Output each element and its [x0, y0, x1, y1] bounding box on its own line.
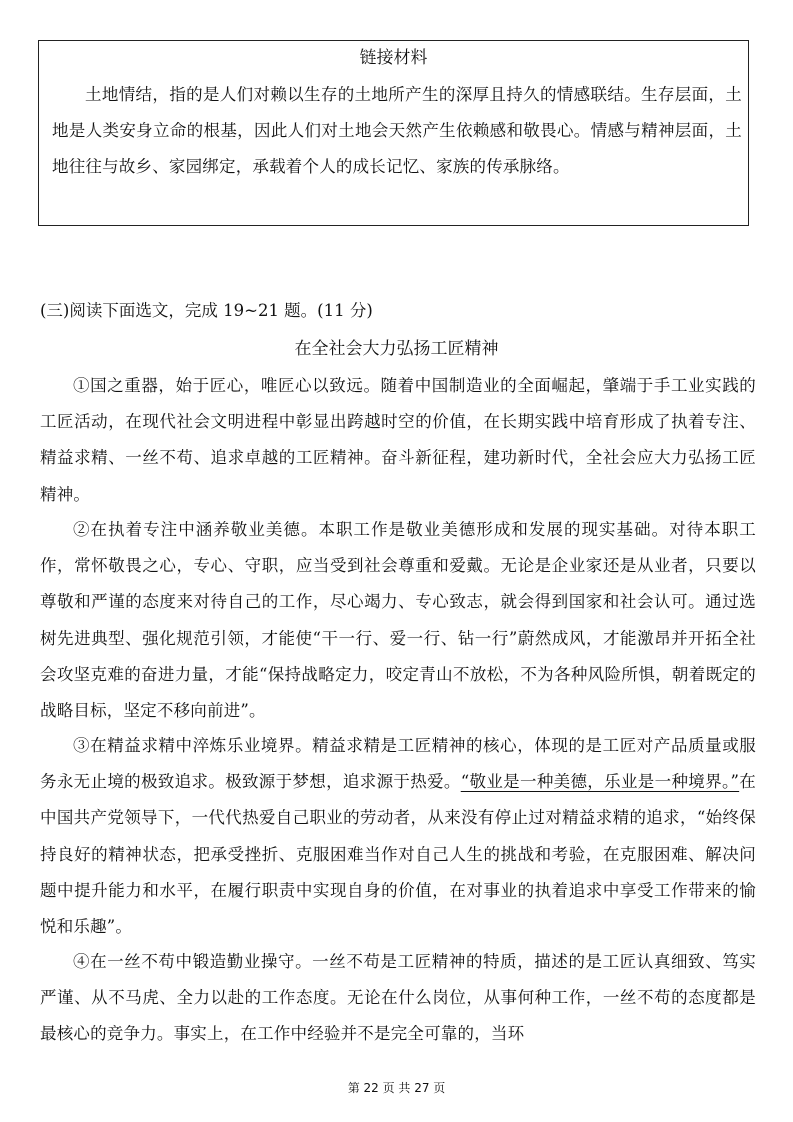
paragraph-3-text-start: ③在精益求精中淬炼乐业境界。精益求精是工匠精神的核心，体现的是工匠对产品质量或服务永无止境的极致追求。极致源于梦想，追求源于热爱。	[40, 736, 756, 792]
page-number: 第 22 页 共 27 页	[347, 1081, 446, 1095]
article-paragraph-4: ④在一丝不苟中锻造勤业操守。一丝不苟是工匠精神的特质，描述的是工匠认真细致、笃实严谨、从不马虎、全力以赴的工作态度。无论在什么岗位，从事何种工作，一丝不苟的态度都是最核心的竞争力。事实上，在工作中经验并不是完全可靠的，当环	[40, 952, 756, 1044]
underlined-quote: “敬业是一种美德，乐业是一种境界。”	[460, 772, 740, 792]
article-paragraph-3	[40, 728, 756, 945]
section-heading: (三)阅读下面选文，完成 19~21 题。(11 分)	[40, 301, 373, 320]
article-paragraph-2: ②在执着专注中涵养敬业美德。本职工作是敬业美德形成和发展的现实基础。对待本职工作，常怀敬畏之心，专心、守职，应当受到社会尊重和爱戴。无论是企业家还是从业者，只要以尊敬和严谨的态度来对待自己的工作，尽心竭力、专心致志，就会得到国家和社会认可。通过选树先进典型、强化规范引领，才能使“干一行、爱一行、钻一行”蔚然成风，才能激昂并开拓全社会攻坚克难的奋进力量，才能“保持战略定力，咬定青山不放松，不为各种风险所惧，朝着既定的战略目标，坚定不移向前进”。	[40, 520, 756, 721]
link-material-box	[38, 40, 749, 226]
article-paragraph-1: ①国之重器，始于匠心，唯匠心以致远。随着中国制造业的全面崛起，肇端于手工业实践的工匠活动，在现代社会文明进程中彰显出跨越时空的价值，在长期实践中培育形成了执着专注、精益求精、一丝不苟、追求卓越的工匠精神。奋斗新征程，建功新时代，全社会应大力弘扬工匠精神。	[40, 376, 756, 504]
link-material-title: 链接材料	[359, 48, 428, 68]
link-material-text: 土地情结，指的是人们对赖以生存的土地所产生的深厚且持久的情感联结。生存层面，土地是人类安身立命的根基，因此人们对土地会天然产生依赖感和敬畏心。情感与精神层面，土地往往与故乡、家园绑定，承载着个人的成长记忆、家族的传承脉络。	[52, 85, 742, 176]
article-title: 在全社会大力弘扬工匠精神	[294, 339, 499, 359]
paragraph-3-text-end: 在中国共产党领导下，一代代热爱自己职业的劳动者，从来没有停止过对精益求精的追求，“始终保持良好的精神状态，把承受挫折、克服困难当作对自己人生的挑战和考验，在克服困难、解决问题中提升能力和水平，在履行职责中实现自身的价值，在对事业的执着追求中享受工作带来的愉悦和乐趣”。	[40, 772, 756, 937]
